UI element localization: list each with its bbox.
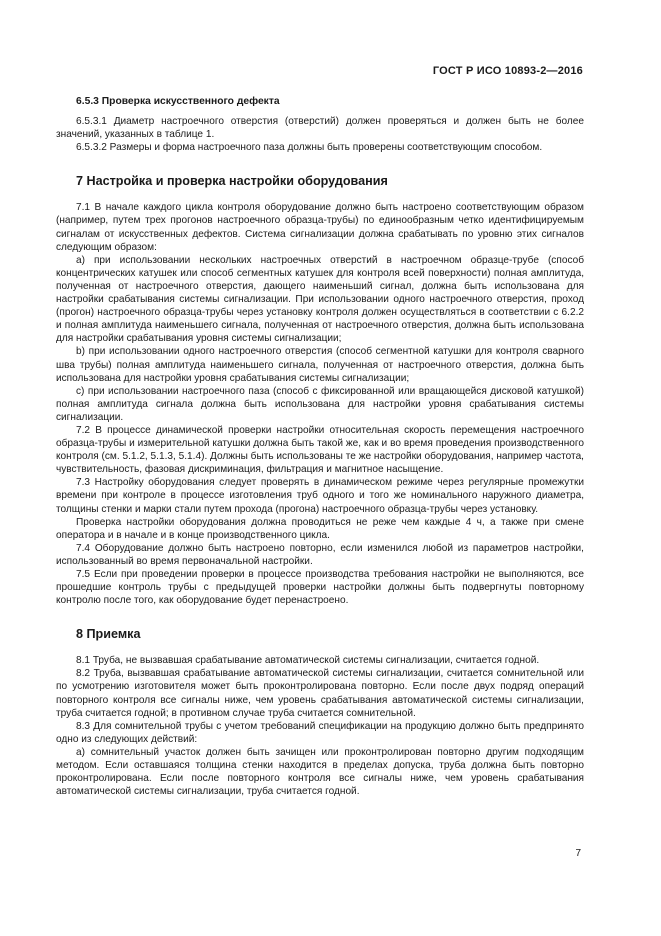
paragraph-73-note: Проверка настройки оборудования должна проводиться не реже чем каждые 4 ч, а также при смене оператора и в начале и в конце производственного цикла. — [56, 516, 584, 541]
page-content — [56, 95, 584, 798]
paragraph-6532: 6.5.3.2 Размеры и форма настроечного паза должны быть проверены соответствующим способом. — [76, 142, 543, 154]
paragraph-83: 8.3 Для сомнительной трубы с учетом требований спецификации на продукцию должно быть предпринято одно из следующих действий: — [56, 720, 584, 745]
paragraph-6531: 6.5.3.1 Диаметр настроечного отверстия (отверстий) должен проверяться и должен быть не более значений, указанных в таблице 1. — [56, 116, 584, 141]
paragraph-74: 7.4 Оборудование должно быть настроено повторно, если изменился любой из параметров настройки, использованный во время первоначальной настройки. — [56, 542, 584, 567]
paragraph-71a: a) при использовании нескольких настроечных отверстий в настроечном образце-трубе (способ концентрических катушек или способ сегментных катушек для контроля всей поверхности) полная амплитуда, полученная от настроечного отверстия, дающего наименьший сигнал, должна быть использована для настройки срабатывания системы сигнализации. При использовании одного настроечного отверстия, проход (прогон) настроечного образца-трубы через установку контроля должен осуществляться в соответствии с 6.2.2 и полная амплитуда наименьшего сигнала, полученная от настроечного отверстия, должна быть использована для настройки срабатывания уровня системы сигнализации; — [56, 254, 584, 345]
paragraph-71: 7.1 В начале каждого цикла контроля оборудование должно быть настроено соответствующим образом (например, путем трех прогонов настроечного образца-трубы) по единообразным четко идентифицируемым сигналам от искусственных дефектов. Система сигнализации должна срабатывать по уровню этих сигналов следующим образом: — [56, 202, 584, 253]
paragraph-72: 7.2 В процессе динамической проверки настройки относительная скорость перемещения настроечного образца-трубы и измерительной катушки должна быть такой же, как и во время проведения производственного контроля (см. 5.1.2, 5.1.3, 5.1.4). Должны быть использованы те же настройки оборудования, например частота, чувствительность, фазовая дискриминация, фильтрация и магнитное насыщение. — [56, 424, 584, 476]
section-heading-8: 8 Приемка — [76, 627, 141, 642]
standard-header: ГОСТ Р ИСО 10893-2—2016 — [432, 65, 583, 77]
page-number: 7 — [575, 848, 581, 859]
paragraph-71c: c) при использовании настроечного паза (способ с фиксированной или вращающейся дисковой катушкой) полная амплитуда сигнала должна быть использована для настройки уровня срабатывания системы сигнализации. — [56, 385, 584, 423]
paragraph-71b: b) при использовании одного настроечного отверстия (способ сегментной катушки для контроля сварного шва трубы) полная амплитуда наименьшего сигнала, полученная от настроечного отверстия, должна быть использована для настройки уровня срабатывания системы сигнализации; — [56, 346, 584, 384]
paragraph-82: 8.2 Труба, вызвавшая срабатывание автоматической системы сигнализации, считается сомнительной или по усмотрению изготовителя может быть проконтролирована повторно. Если после двух подряд операций повторного контроля все сигналы ниже, чем уровень срабатывания автоматической системы сигнализации, труба считается годной; в противном случае труба считается сомнительной. — [56, 668, 584, 719]
paragraph-75: 7.5 Если при проведении проверки в процессе производства требования настройки не выполняются, все прошедшие контроль трубы с предыдущей проверки настройки должны быть подвергнуты повторному контролю после того, как оборудование будет перенастроено. — [56, 569, 584, 607]
subsection-heading-653: 6.5.3 Проверка искусственного дефекта — [76, 96, 280, 107]
section-heading-7: 7 Настройка и проверка настройки оборудования — [76, 174, 388, 189]
paragraph-73: 7.3 Настройку оборудования следует проверять в динамическом режиме через регулярные промежутки времени при контроле в процессе изготовления труб одного и того же номинального наружного диаметра, толщины стенки и марки стали путем прохода (прогона) настроечного образца-трубы через установку. — [56, 477, 584, 515]
paragraph-81: 8.1 Труба, не вызвавшая срабатывание автоматической системы сигнализации, считается годной. — [76, 655, 540, 667]
paragraph-83a: a) сомнительный участок должен быть зачищен или проконтролирован повторно другим подходящим методом. Если оставшаяся толщина стенки находится в пределах допуска, труба должна быть повторно проконтролирована. Если после повторного контроля все сигналы ниже, чем уровень срабатывания автоматической системы сигнализации, труба считается годной. — [56, 746, 584, 798]
